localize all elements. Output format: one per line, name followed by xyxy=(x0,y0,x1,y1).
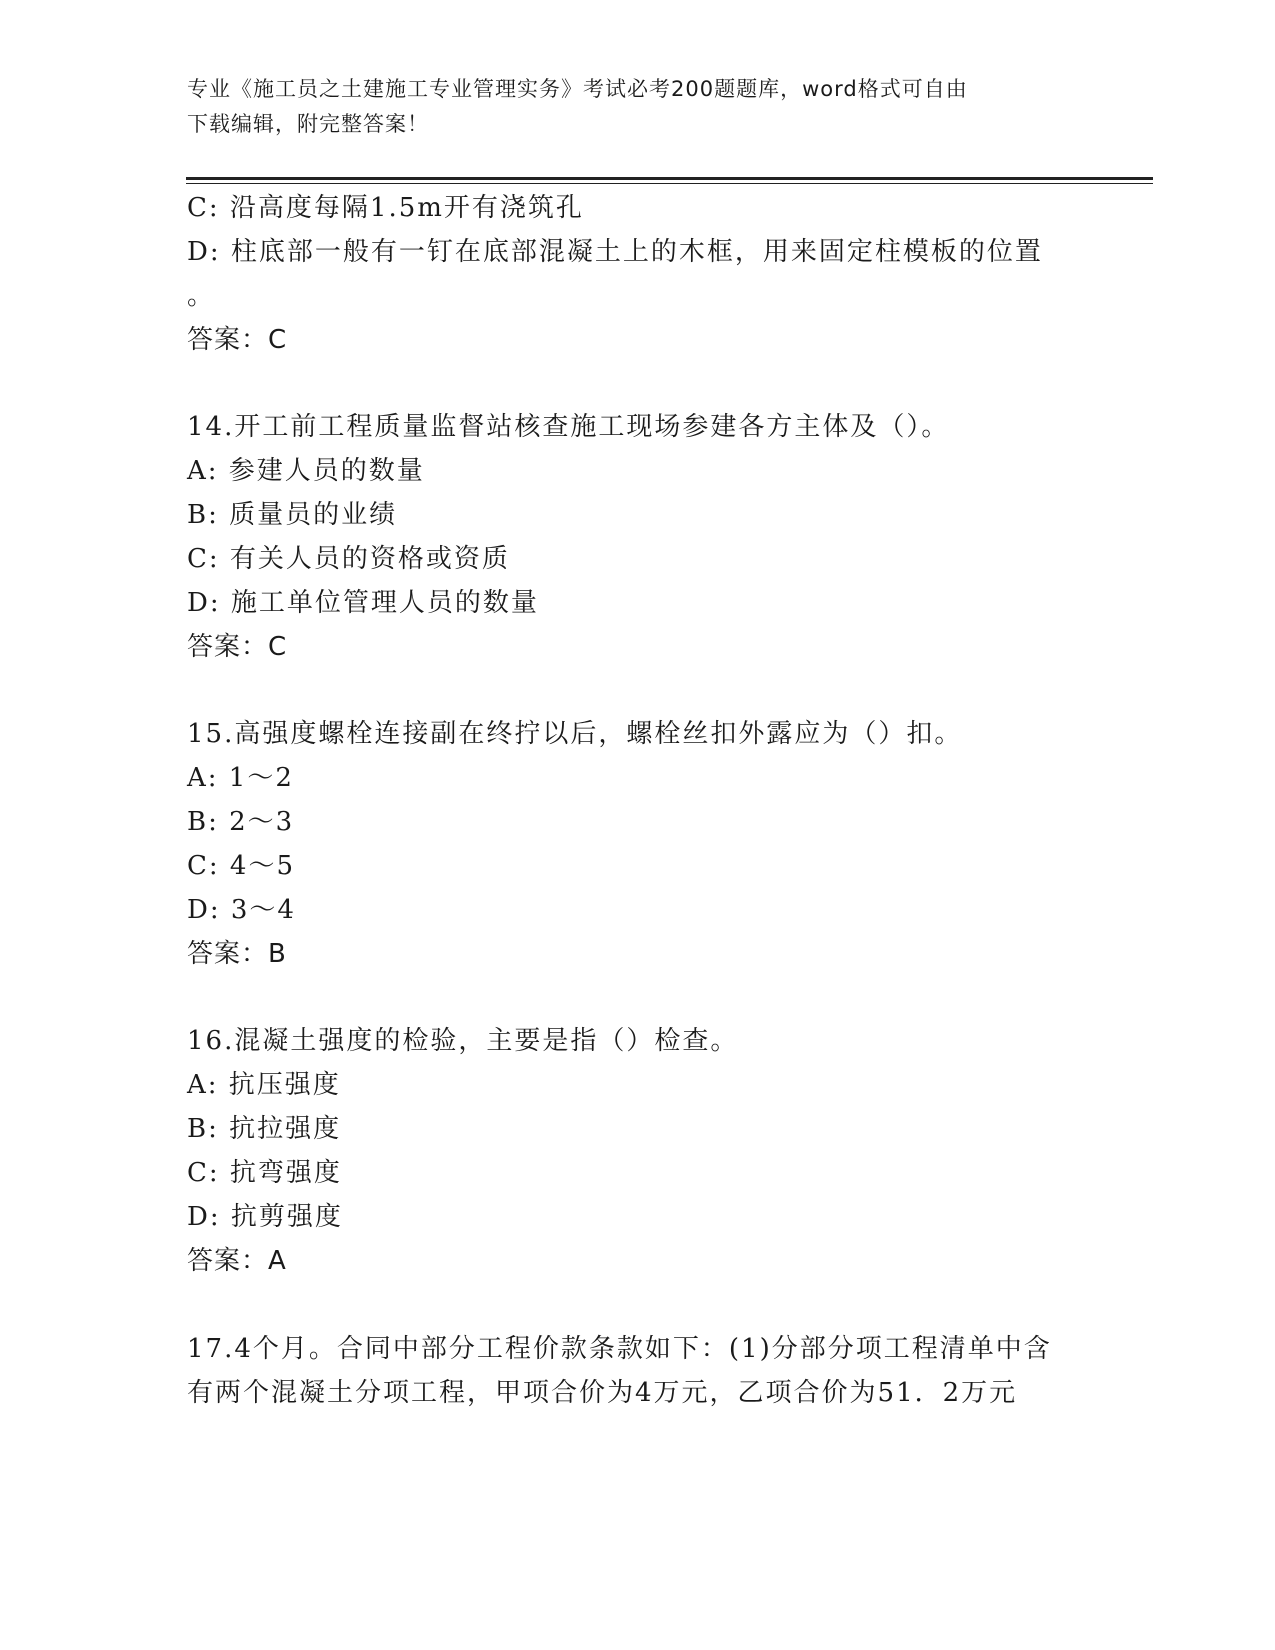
q15-option-c: C: 4～5 xyxy=(187,851,296,881)
q15-option-b: B: 2～3 xyxy=(187,807,295,837)
q16-option-b: B: 抗拉强度 xyxy=(187,1114,342,1144)
q13-option-d-continued: 。 xyxy=(187,281,216,311)
q17-text-line-1: 17.4个月。合同中部分工程价款条款如下：(1)分部分项工程清单中含 xyxy=(187,1334,1052,1364)
q16-option-d: D: 抗剪强度 xyxy=(187,1202,343,1232)
q15-option-a: A: 1～2 xyxy=(187,763,294,793)
q14-option-b: B: 质量员的业绩 xyxy=(187,500,398,530)
header-line-1: 专业《施工员之土建施工专业管理实务》考试必考200题题库，word格式可自由 xyxy=(187,77,968,101)
q13-answer: 答案：C xyxy=(187,325,288,355)
q14-option-c: C: 有关人员的资格或资质 xyxy=(187,544,510,574)
header-rule-thick xyxy=(186,177,1153,180)
header-rule-thin xyxy=(186,183,1153,184)
q17-text-line-2: 有两个混凝土分项工程，甲项合价为4万元，乙项合价为51．2万元 xyxy=(187,1378,1018,1408)
q15-answer: 答案：B xyxy=(187,939,287,969)
document-header xyxy=(187,72,1087,142)
q16-answer: 答案：A xyxy=(187,1246,287,1276)
q14-stem: 14.开工前工程质量监督站核查施工现场参建各方主体及（）。 xyxy=(187,412,950,442)
q15-option-d: D: 3～4 xyxy=(187,895,296,925)
q16-stem: 16.混凝土强度的检验，主要是指（）检查。 xyxy=(187,1026,739,1056)
q13-option-c: C: 沿高度每隔1.5m开有浇筑孔 xyxy=(187,193,584,223)
q14-answer: 答案：C xyxy=(187,632,288,662)
q14-option-a: A: 参建人员的数量 xyxy=(187,456,425,486)
header-line-2: 下载编辑，附完整答案！ xyxy=(187,112,429,136)
q16-option-c: C: 抗弯强度 xyxy=(187,1158,342,1188)
q14-option-d: D: 施工单位管理人员的数量 xyxy=(187,588,539,618)
q15-stem: 15.高强度螺栓连接副在终拧以后，螺栓丝扣外露应为（）扣。 xyxy=(187,719,963,749)
q16-option-a: A: 抗压强度 xyxy=(187,1070,341,1100)
q13-option-d: D: 柱底部一般有一钉在底部混凝土上的木框，用来固定柱模板的位置 xyxy=(187,237,1043,267)
